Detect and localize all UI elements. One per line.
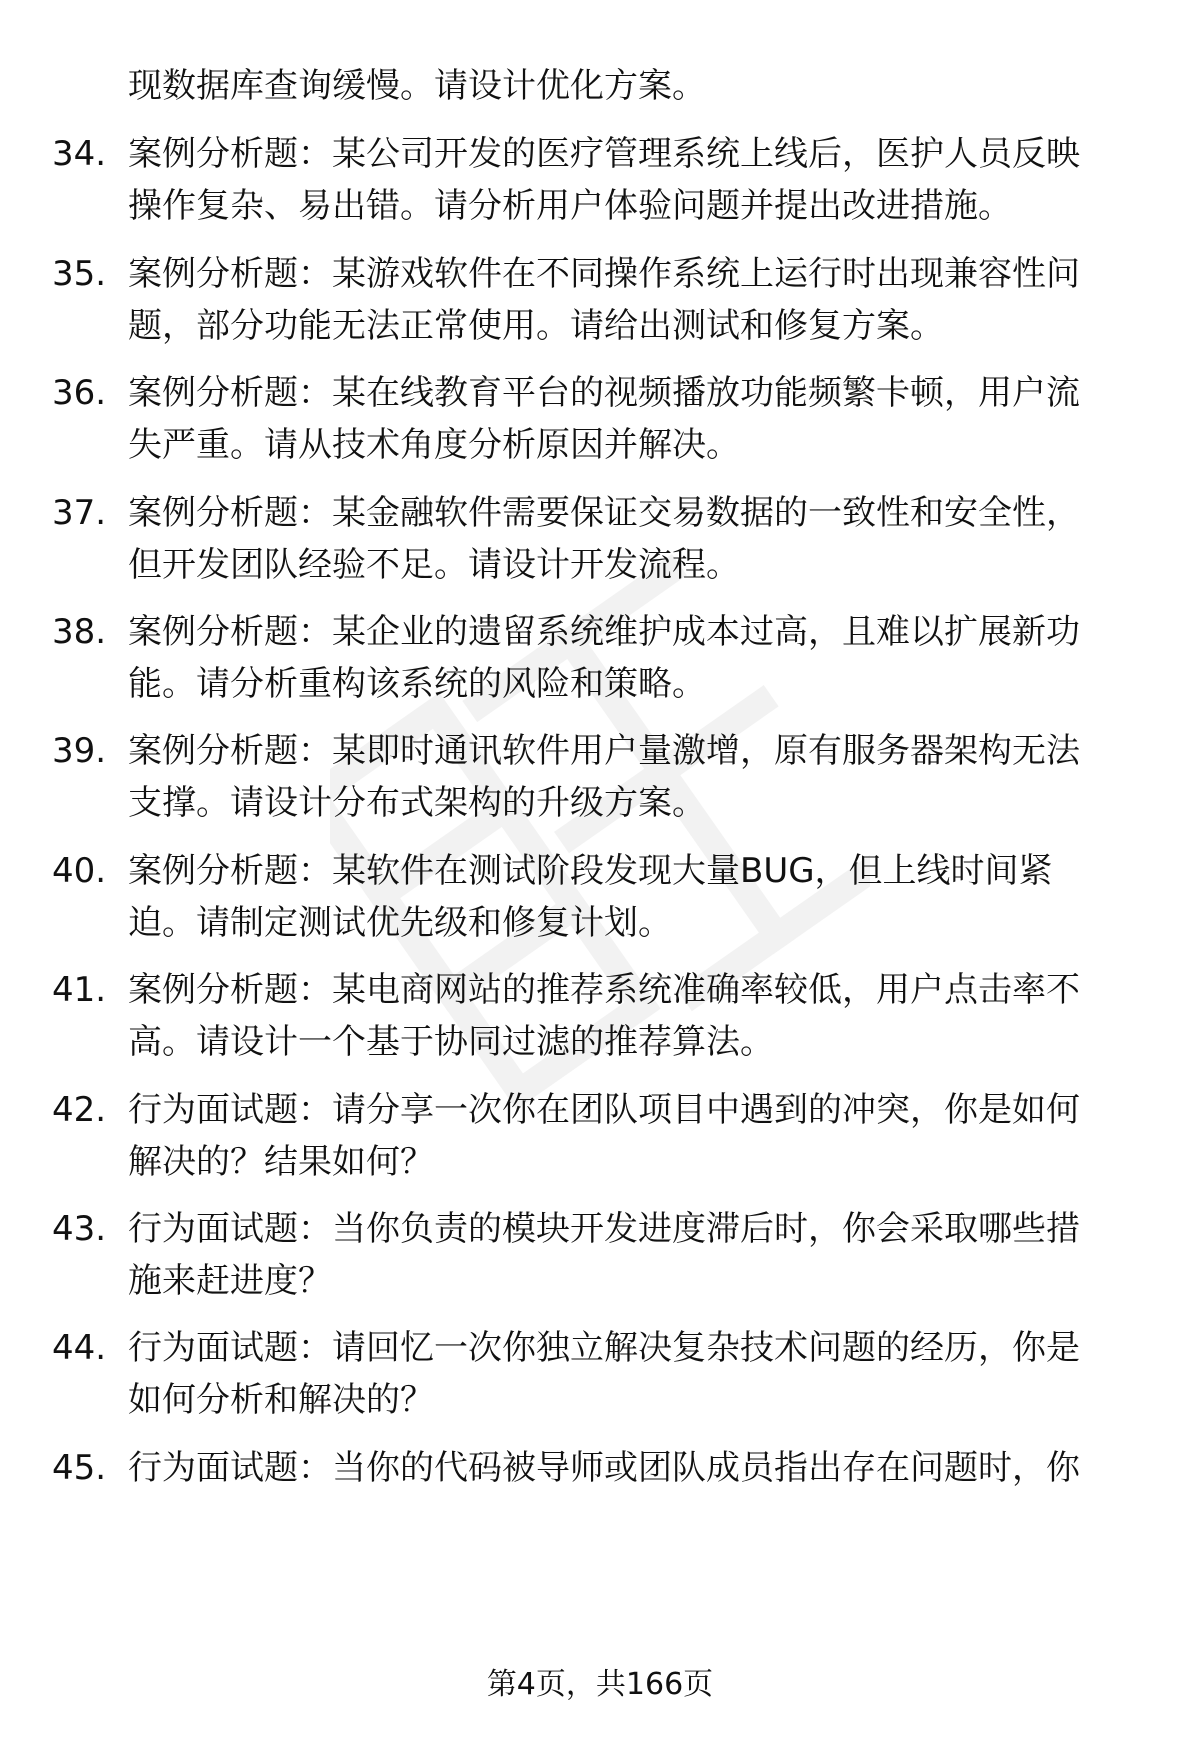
question-number: 39. — [52, 731, 107, 771]
question-item — [0, 1442, 1200, 1552]
question-item — [0, 487, 1200, 597]
question-item — [0, 845, 1200, 955]
question-text: 案例分析题：某软件在测试阶段发现大量BUG，但上线时间紧 迫。请制定测试优先级和修复计划。 — [128, 851, 1053, 943]
question-item — [0, 606, 1200, 716]
question-number: 44. — [52, 1328, 107, 1368]
question-item — [0, 1203, 1200, 1313]
page-footer: 第4页，共166页 — [486, 1667, 714, 1702]
question-text: 案例分析题：某游戏软件在不同操作系统上运行时出现兼容性问 题，部分功能无法正常使用。请给出测试和修复方案。 — [128, 254, 1080, 346]
question-number: 42. — [52, 1090, 107, 1130]
question-item — [0, 725, 1200, 835]
question-item — [0, 964, 1200, 1074]
question-number: 43. — [52, 1209, 107, 1249]
question-text: 案例分析题：某企业的遗留系统维护成本过高，且难以扩展新功 能。请分析重构该系统的风险和策略。 — [128, 612, 1080, 704]
question-item — [0, 128, 1200, 238]
question-number: 34. — [52, 134, 107, 174]
question-number: 41. — [52, 970, 107, 1010]
question-text: 行为面试题：请回忆一次你独立解决复杂技术问题的经历，你是 如何分析和解决的？ — [128, 1328, 1080, 1420]
question-text: 行为面试题：当你的代码被导师或团队成员指出存在问题时，你 — [128, 1448, 1080, 1488]
question-item — [0, 1322, 1200, 1432]
continued-question-text: 现数据库查询缓慢。请设计优化方案。 — [128, 66, 706, 106]
question-text: 案例分析题：某在线教育平台的视频播放功能频繁卡顿，用户流 失严重。请从技术角度分析原因并解决。 — [128, 373, 1080, 465]
question-text: 行为面试题：当你负责的模块开发进度滞后时，你会采取哪些措 施来赶进度？ — [128, 1209, 1080, 1301]
question-text: 案例分析题：某即时通讯软件用户量激增，原有服务器架构无法 支撑。请设计分布式架构的升级方案。 — [128, 731, 1080, 823]
question-item — [0, 367, 1200, 477]
question-number: 45. — [52, 1448, 107, 1488]
question-text: 案例分析题：某公司开发的医疗管理系统上线后，医护人员反映 操作复杂、易出错。请分析用户体验问题并提出改进措施。 — [128, 134, 1080, 226]
question-text: 案例分析题：某金融软件需要保证交易数据的一致性和安全性， 但开发团队经验不足。请设计开发流程。 — [128, 493, 1080, 585]
question-item — [0, 1084, 1200, 1194]
question-number: 40. — [52, 851, 107, 891]
question-item — [0, 248, 1200, 358]
question-number: 36. — [52, 373, 107, 413]
question-text: 行为面试题：请分享一次你在团队项目中遇到的冲突，你是如何 解决的？结果如何？ — [128, 1090, 1080, 1182]
question-number: 37. — [52, 493, 107, 533]
question-text: 案例分析题：某电商网站的推荐系统准确率较低，用户点击率不 高。请设计一个基于协同过滤的推荐算法。 — [128, 970, 1080, 1062]
question-number: 38. — [52, 612, 107, 652]
question-number: 35. — [52, 254, 107, 294]
